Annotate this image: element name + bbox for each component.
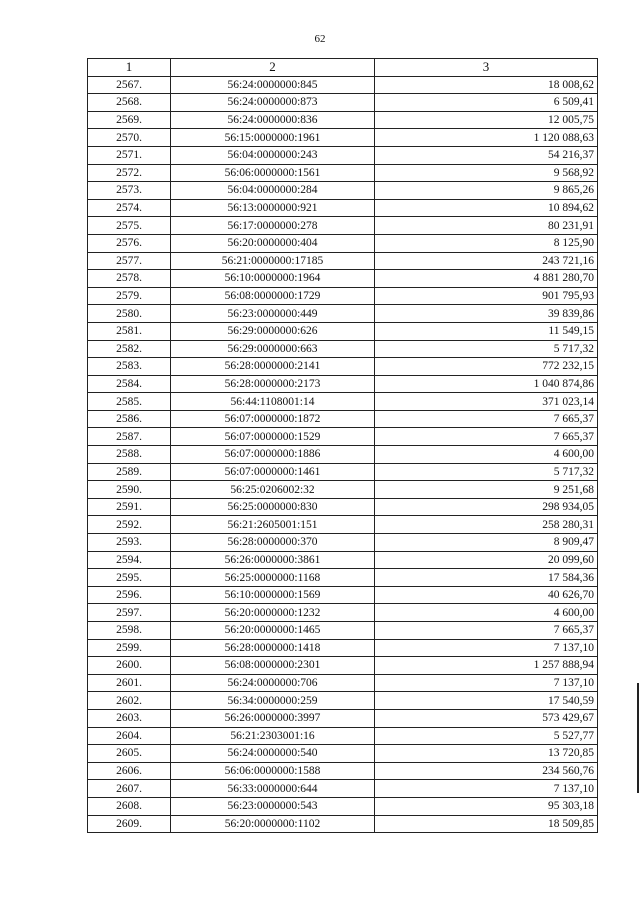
- cadastral-number-cell: 56:24:0000000:706: [171, 674, 375, 692]
- cadastral-value-cell: 54 216,37: [375, 146, 598, 164]
- row-number-cell: 2599.: [88, 639, 171, 657]
- cadastral-value-cell: 9 865,26: [375, 182, 598, 200]
- cadastral-number-cell: 56:13:0000000:921: [171, 199, 375, 217]
- row-number-cell: 2571.: [88, 146, 171, 164]
- row-number-cell: 2606.: [88, 762, 171, 780]
- cadastral-number-cell: 56:04:0000000:284: [171, 182, 375, 200]
- table-row: [88, 463, 598, 481]
- cadastral-number-cell: 56:08:0000000:1729: [171, 287, 375, 305]
- table-row: [88, 199, 598, 217]
- cadastral-number-cell: 56:10:0000000:1569: [171, 586, 375, 604]
- row-number-cell: 2576.: [88, 234, 171, 252]
- cadastral-value-cell: 12 005,75: [375, 111, 598, 129]
- cadastral-value-cell: 7 137,10: [375, 674, 598, 692]
- cadastral-number-cell: 56:21:2303001:16: [171, 727, 375, 745]
- row-number-cell: 2587.: [88, 428, 171, 446]
- table-row: [88, 217, 598, 235]
- cadastral-number-cell: 56:23:0000000:449: [171, 305, 375, 323]
- cadastral-value-table: [87, 58, 598, 833]
- table-row: [88, 358, 598, 376]
- table-row: [88, 674, 598, 692]
- page-number: 62: [314, 33, 326, 45]
- cadastral-number-cell: 56:15:0000000:1961: [171, 129, 375, 147]
- table-row: [88, 569, 598, 587]
- row-number-cell: 2603.: [88, 709, 171, 727]
- table-row: [88, 709, 598, 727]
- cadastral-value-cell: 20 099,60: [375, 551, 598, 569]
- table-row: [88, 815, 598, 833]
- table-row: [88, 551, 598, 569]
- table-row: [88, 586, 598, 604]
- row-number-cell: 2579.: [88, 287, 171, 305]
- cadastral-number-cell: 56:28:0000000:2141: [171, 358, 375, 376]
- column-header-cadastral-number: 2: [171, 59, 375, 77]
- row-number-cell: 2567.: [88, 76, 171, 94]
- cadastral-number-cell: 56:25:0206002:32: [171, 481, 375, 499]
- table-row: [88, 446, 598, 464]
- cadastral-value-cell: 1 257 888,94: [375, 657, 598, 675]
- cadastral-value-cell: 8 909,47: [375, 534, 598, 552]
- table-row: [88, 692, 598, 710]
- cadastral-number-cell: 56:04:0000000:243: [171, 146, 375, 164]
- cadastral-number-cell: 56:24:0000000:873: [171, 94, 375, 112]
- row-number-cell: 2596.: [88, 586, 171, 604]
- row-number-cell: 2583.: [88, 358, 171, 376]
- table-row: [88, 428, 598, 446]
- cadastral-value-cell: 40 626,70: [375, 586, 598, 604]
- cadastral-value-cell: 772 232,15: [375, 358, 598, 376]
- table-header-row: [88, 59, 598, 77]
- cadastral-value-cell: 4 600,00: [375, 446, 598, 464]
- cadastral-value-cell: 298 934,05: [375, 498, 598, 516]
- table-row: [88, 234, 598, 252]
- cadastral-number-cell: 56:29:0000000:626: [171, 322, 375, 340]
- table-row: [88, 498, 598, 516]
- table-row: [88, 727, 598, 745]
- cadastral-number-cell: 56:20:0000000:1232: [171, 604, 375, 622]
- table-row: [88, 252, 598, 270]
- cadastral-value-cell: 7 137,10: [375, 780, 598, 798]
- table-row: [88, 481, 598, 499]
- row-number-cell: 2572.: [88, 164, 171, 182]
- row-number-cell: 2580.: [88, 305, 171, 323]
- cadastral-value-cell: 6 509,41: [375, 94, 598, 112]
- cadastral-number-cell: 56:06:0000000:1561: [171, 164, 375, 182]
- cadastral-number-cell: 56:25:0000000:1168: [171, 569, 375, 587]
- cadastral-value-cell: 7 665,37: [375, 428, 598, 446]
- row-number-cell: 2574.: [88, 199, 171, 217]
- cadastral-number-cell: 56:24:0000000:540: [171, 745, 375, 763]
- table-row: [88, 182, 598, 200]
- cadastral-number-cell: 56:28:0000000:370: [171, 534, 375, 552]
- row-number-cell: 2578.: [88, 270, 171, 288]
- row-number-cell: 2573.: [88, 182, 171, 200]
- table-row: [88, 94, 598, 112]
- table-row: [88, 287, 598, 305]
- cadastral-number-cell: 56:26:0000000:3861: [171, 551, 375, 569]
- cadastral-value-cell: 17 584,36: [375, 569, 598, 587]
- row-number-cell: 2575.: [88, 217, 171, 235]
- cadastral-value-cell: 7 665,37: [375, 410, 598, 428]
- cadastral-value-cell: 11 549,15: [375, 322, 598, 340]
- row-number-cell: 2570.: [88, 129, 171, 147]
- table-row: [88, 797, 598, 815]
- row-number-cell: 2588.: [88, 446, 171, 464]
- cadastral-number-cell: 56:26:0000000:3997: [171, 709, 375, 727]
- page-edge-mark: [637, 683, 639, 793]
- row-number-cell: 2602.: [88, 692, 171, 710]
- cadastral-number-cell: 56:08:0000000:2301: [171, 657, 375, 675]
- row-number-cell: 2590.: [88, 481, 171, 499]
- row-number-cell: 2569.: [88, 111, 171, 129]
- cadastral-number-cell: 56:06:0000000:1588: [171, 762, 375, 780]
- table-row: [88, 604, 598, 622]
- table-row: [88, 270, 598, 288]
- table-row: [88, 340, 598, 358]
- table-row: [88, 780, 598, 798]
- cadastral-value-cell: 17 540,59: [375, 692, 598, 710]
- row-number-cell: 2577.: [88, 252, 171, 270]
- cadastral-value-cell: 9 251,68: [375, 481, 598, 499]
- table-row: [88, 516, 598, 534]
- cadastral-value-cell: 5 717,32: [375, 463, 598, 481]
- row-number-cell: 2609.: [88, 815, 171, 833]
- cadastral-value-cell: 4 600,00: [375, 604, 598, 622]
- row-number-cell: 2582.: [88, 340, 171, 358]
- cadastral-number-cell: 56:28:0000000:2173: [171, 375, 375, 393]
- cadastral-value-cell: 901 795,93: [375, 287, 598, 305]
- cadastral-value-cell: 234 560,76: [375, 762, 598, 780]
- cadastral-value-cell: 258 280,31: [375, 516, 598, 534]
- cadastral-value-cell: 9 568,92: [375, 164, 598, 182]
- row-number-cell: 2586.: [88, 410, 171, 428]
- cadastral-value-cell: 8 125,90: [375, 234, 598, 252]
- table-row: [88, 129, 598, 147]
- row-number-cell: 2584.: [88, 375, 171, 393]
- cadastral-number-cell: 56:24:0000000:845: [171, 76, 375, 94]
- table-row: [88, 111, 598, 129]
- cadastral-value-cell: 39 839,86: [375, 305, 598, 323]
- table-row: [88, 146, 598, 164]
- cadastral-number-cell: 56:29:0000000:663: [171, 340, 375, 358]
- cadastral-value-cell: 13 720,85: [375, 745, 598, 763]
- cadastral-number-cell: 56:28:0000000:1418: [171, 639, 375, 657]
- column-header-number: 1: [88, 59, 171, 77]
- cadastral-value-cell: 5 527,77: [375, 727, 598, 745]
- row-number-cell: 2594.: [88, 551, 171, 569]
- cadastral-value-cell: 573 429,67: [375, 709, 598, 727]
- column-header-value: 3: [375, 59, 598, 77]
- cadastral-number-cell: 56:17:0000000:278: [171, 217, 375, 235]
- table-row: [88, 305, 598, 323]
- cadastral-value-cell: 7 137,10: [375, 639, 598, 657]
- cadastral-number-cell: 56:07:0000000:1461: [171, 463, 375, 481]
- row-number-cell: 2605.: [88, 745, 171, 763]
- cadastral-number-cell: 56:21:0000000:17185: [171, 252, 375, 270]
- cadastral-value-cell: 18 509,85: [375, 815, 598, 833]
- table-row: [88, 622, 598, 640]
- cadastral-value-cell: 1 120 088,63: [375, 129, 598, 147]
- cadastral-number-cell: 56:07:0000000:1886: [171, 446, 375, 464]
- table-row: [88, 657, 598, 675]
- row-number-cell: 2591.: [88, 498, 171, 516]
- cadastral-value-cell: 371 023,14: [375, 393, 598, 411]
- cadastral-number-cell: 56:20:0000000:1102: [171, 815, 375, 833]
- row-number-cell: 2585.: [88, 393, 171, 411]
- table-row: [88, 639, 598, 657]
- row-number-cell: 2601.: [88, 674, 171, 692]
- cadastral-number-cell: 56:24:0000000:836: [171, 111, 375, 129]
- row-number-cell: 2597.: [88, 604, 171, 622]
- row-number-cell: 2589.: [88, 463, 171, 481]
- table-row: [88, 534, 598, 552]
- cadastral-value-cell: 1 040 874,86: [375, 375, 598, 393]
- cadastral-number-cell: 56:34:0000000:259: [171, 692, 375, 710]
- table-row: [88, 164, 598, 182]
- cadastral-value-cell: 10 894,62: [375, 199, 598, 217]
- cadastral-number-cell: 56:25:0000000:830: [171, 498, 375, 516]
- cadastral-value-cell: 5 717,32: [375, 340, 598, 358]
- row-number-cell: 2600.: [88, 657, 171, 675]
- table-row: [88, 762, 598, 780]
- row-number-cell: 2593.: [88, 534, 171, 552]
- cadastral-value-cell: 4 881 280,70: [375, 270, 598, 288]
- row-number-cell: 2608.: [88, 797, 171, 815]
- cadastral-number-cell: 56:33:0000000:644: [171, 780, 375, 798]
- table-row: [88, 393, 598, 411]
- cadastral-value-cell: 95 303,18: [375, 797, 598, 815]
- table-row: [88, 375, 598, 393]
- row-number-cell: 2568.: [88, 94, 171, 112]
- table-row: [88, 410, 598, 428]
- cadastral-value-cell: 18 008,62: [375, 76, 598, 94]
- row-number-cell: 2595.: [88, 569, 171, 587]
- row-number-cell: 2598.: [88, 622, 171, 640]
- table-row: [88, 322, 598, 340]
- cadastral-number-cell: 56:10:0000000:1964: [171, 270, 375, 288]
- cadastral-number-cell: 56:07:0000000:1529: [171, 428, 375, 446]
- row-number-cell: 2604.: [88, 727, 171, 745]
- cadastral-value-cell: 80 231,91: [375, 217, 598, 235]
- table-row: [88, 745, 598, 763]
- row-number-cell: 2581.: [88, 322, 171, 340]
- cadastral-number-cell: 56:23:0000000:543: [171, 797, 375, 815]
- cadastral-value-cell: 7 665,37: [375, 622, 598, 640]
- cadastral-number-cell: 56:20:0000000:1465: [171, 622, 375, 640]
- row-number-cell: 2592.: [88, 516, 171, 534]
- cadastral-number-cell: 56:44:1108001:14: [171, 393, 375, 411]
- cadastral-value-cell: 243 721,16: [375, 252, 598, 270]
- cadastral-number-cell: 56:07:0000000:1872: [171, 410, 375, 428]
- table-row: [88, 76, 598, 94]
- cadastral-number-cell: 56:20:0000000:404: [171, 234, 375, 252]
- cadastral-number-cell: 56:21:2605001:151: [171, 516, 375, 534]
- row-number-cell: 2607.: [88, 780, 171, 798]
